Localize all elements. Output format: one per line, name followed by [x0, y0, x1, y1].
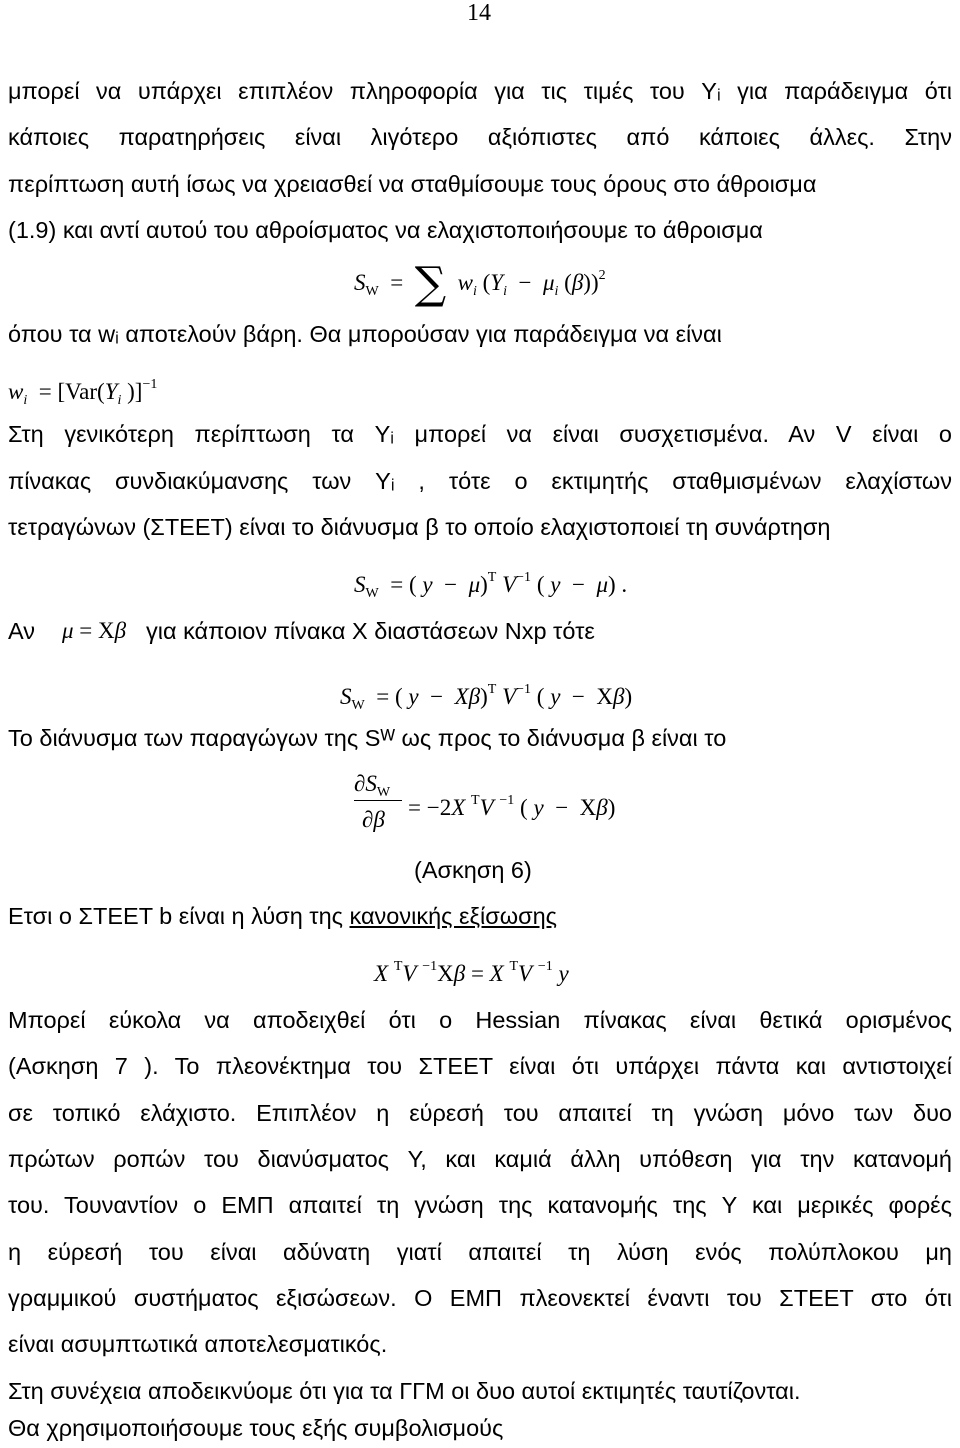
equation-weights: $w_i = [Var(Y_i$ )]$^{-1}$ — [8, 377, 158, 408]
paragraph-line: γραμμικού συστήματος εξισώσεων. Ο ΕΜΠ πλεονεκτεί έναντι του ΣΤΕΕΤ στο ότι — [8, 1285, 952, 1311]
paragraph-line: είναι ασυμπτωτικά αποτελεσματικός. — [8, 1331, 388, 1357]
equation-weighted-sum: $S_W$ = ∑ $w_i$ ($Y_i - \mu_i$ (β))$^2$ — [354, 258, 606, 309]
page-number: 14 — [467, 0, 491, 26]
equation-quadratic-form: $S_W$ = ( y − μ)$^T$ $V^{-1}$ ( y − μ) . — [354, 570, 628, 601]
equation-mu-xbeta: μ = Xβ — [62, 618, 127, 643]
paragraph-line: όπου τα wᵢ αποτελούν βάρη. Θα μπορούσαν για παράδειγμα να είναι — [8, 321, 722, 347]
paragraph-line — [8, 902, 557, 930]
paragraph-line: κάποιες παρατηρήσεις είναι λιγότερο αξιόπιστες από κάποιες άλλες. Στην — [8, 124, 952, 150]
exercise-reference: (Ασκηση 6) — [414, 857, 532, 883]
paragraph-line: Στη γενικότερη περίπτωση τα Yᵢ μπορεί να είναι συσχετισμένα. Αν V είναι ο — [8, 421, 952, 447]
text-span: Ετσι ο ΣΤΕΕΤ b είναι η λύση της — [8, 903, 350, 929]
equation-quadratic-form-x: $S_W$ = ( y − Xβ)$^T$ $V^{-1}$ ( y − Xβ) — [340, 682, 633, 713]
equation-normal: X $^T$V $^{-1}$Xβ = X $^T$V $^{-1}$ y — [374, 959, 569, 986]
paragraph-line: Το διάνυσμα των παραγώγων της Sᵂ ως προς το διάνυσμα β είναι το — [8, 725, 727, 751]
paragraph-line: πίνακας συνδιακύμανσης των Yᵢ , τότε ο εκτιμητής σταθμισμένων ελαχίστων — [8, 468, 952, 494]
paragraph-line: περίπτωση αυτή ίσως να χρειασθεί να σταθμίσουμε τους όρους στο άθροισμα — [8, 171, 817, 197]
paragraph-line: σε τοπικό ελάχιστο. Επιπλέον η εύρεσή του απαιτεί τη γνώση μόνο των δυο — [8, 1100, 952, 1126]
paragraph-line: (Ασκηση 7 ). Το πλεονέκτημα του ΣΤΕΕΤ είναι ότι υπάρχει πάντα και αντιστοιχεί — [8, 1053, 952, 1079]
paragraph-line: του. Τουναντίον ο ΕΜΠ απαιτεί τη γνώση της κατανομής της Y και μερικές φορές — [8, 1192, 952, 1218]
paragraph-line: (1.9) και αντί αυτού του αθροίσματος να ελαχιστοποιήσουμε το άθροισμα — [8, 217, 763, 243]
paragraph-line: Αν — [8, 618, 35, 644]
paragraph-line: Θα χρησιμοποιήσουμε τους εξής συμβολισμούς — [8, 1415, 504, 1441]
paragraph-line: για κάποιον πίνακα X διαστάσεων Nxp τότε — [146, 618, 595, 644]
document-page: 14 μπορεί να υπάρχει επιπλέον πληροφορία για τις τιμές του Yᵢ για παράδειγμα ότι κάποιες παρατηρήσεις είναι λιγότερο αξιόπιστες από κάποιες άλλες. Στην περίπτωση αυτή ίσως να χρειασθεί να σταθμίσουμε τους όρους στο άθροισμα (1.9) και αντί αυτού του αθροίσματος να ελαχιστοποιήσουμε το άθροισμα $S_W$ = ∑ $w_i$ ($Y_i - \mu_i$ (β))$^2$ όπου τα wᵢ αποτελούν βάρη. Θα μπορούσαν για παράδειγμα να είναι $w_i = [Var(Y_i$ )]$^{-1}$ Στη γενικότερη περίπτωση τα Yᵢ μπορεί να είναι συσχετισμένα. Αν V είναι ο πίνακας συνδιακύμανσης των Yᵢ , τότε ο εκτιμητής σταθμισμένων ελαχίστων τετραγώνων (ΣΤΕΕΤ) είναι το διάνυσμα β το οποίο ελαχιστοποιεί τη συνάρτηση $S_W$ = ( y − μ)$^T$ $V^{-1}$ ( y − μ) . Αν μ = Xβ για κάποιον πίνακα X διαστάσεων Nxp τότε $S_W$ = ( y − Xβ)$^T$ $V^{-1}$ ( y − Xβ) Το διάνυσμα των παραγώγων της Sᵂ ως προς το διάνυσμα β είναι το $\partial S_W$ ∂β = −2X $^T$V $^{-1}$ ( y − Xβ) (Ασκηση 6) Ετσι ο ΣΤΕΕΤ b είναι η λύση της κανονικής εξίσωσης X $^T$V $^{-1}$Xβ = X $^T$V $^{-1}$ y Μπορεί εύκολα να αποδειχθεί ότι ο Hessian πίνακας είναι θετικά ορισμένος (Ασκηση 7 ). Το πλεονέκτημα του ΣΤΕΕΤ είναι ότι υπάρχει πάντα και αντιστοιχεί σε τοπικό ελάχιστο. Επιπλέον η εύρεσή του απαιτεί τη γνώση μόνο των δυο πρώτων ροπών του διανύσματος Y, και καμιά άλλη υπόθεση για την κατανομή του. Τουναντίον ο ΕΜΠ απαιτεί τη γνώση της κατανομής της Y και μερικές φορές η εύρεσή του είναι αδύνατη γιατί απαιτεί τη λύση ενός πολύπλοκου μη γραμμικού συστήματος εξισώσεων. Ο ΕΜΠ πλεονεκτεί έναντι του ΣΤΕΕΤ στο ότι είναι ασυμπτωτικά αποτελεσματικός. Στη συνέχεια αποδεικνύομε ότι για τα ΓΓΜ οι δυο αυτοί εκτιμητές ταυτίζονται. Θα χρησιμοποιήσουμε τους εξής συμβολισμούς — [8, 0, 952, 1441]
paragraph-line: πρώτων ροπών του διανύσματος Y, και καμιά άλλη υπόθεση για την κατανομή — [8, 1146, 952, 1172]
paragraph-line: μπορεί να υπάρχει επιπλέον πληροφορία για τις τιμές του Yᵢ για παράδειγμα ότι — [8, 78, 952, 104]
paragraph-line: η εύρεσή του είναι αδύνατη γιατί απαιτεί τη λύση ενός πολύπλοκου μη — [8, 1239, 952, 1265]
paragraph-line: τετραγώνων (ΣΤΕΕΤ) είναι το διάνυσμα β το οποίο ελαχιστοποιεί τη συνάρτηση — [8, 514, 831, 540]
paragraph-line: Μπορεί εύκολα να αποδειχθεί ότι ο Hessian πίνακας είναι θετικά ορισμένος — [8, 1007, 952, 1033]
paragraph-line: Στη συνέχεια αποδεικνύομε ότι για τα ΓΓΜ οι δυο αυτοί εκτιμητές ταυτίζονται. — [8, 1378, 801, 1404]
normal-equation-link[interactable]: κανονικής εξίσωσης — [349, 903, 557, 929]
